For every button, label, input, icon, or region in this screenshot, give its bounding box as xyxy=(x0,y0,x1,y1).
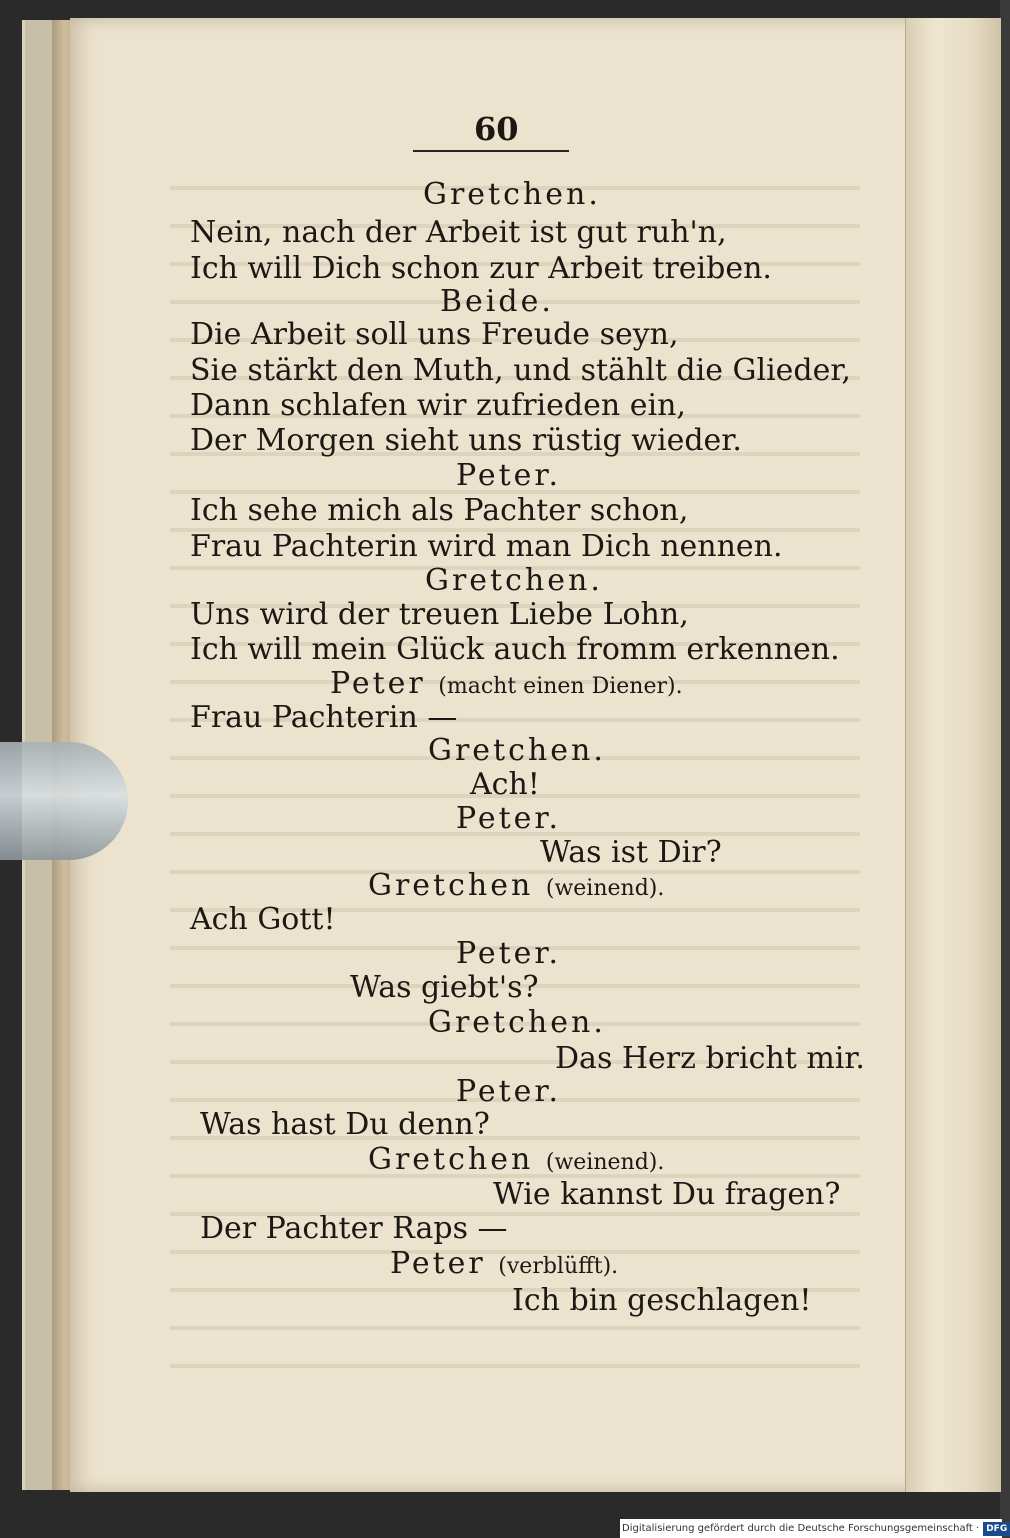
verse-line: Ich bin geschlagen! xyxy=(512,1283,812,1318)
verse-line: Was ist Dir? xyxy=(540,835,722,870)
verse-line: Wie kannst Du fragen? xyxy=(493,1177,841,1212)
verse-line: Der Morgen sieht uns rüstig wieder. xyxy=(190,423,742,458)
speaker-with-direction xyxy=(368,869,664,906)
verse-line: Ich sehe mich als Pachter schon, xyxy=(190,493,689,528)
verse-line: Nein, nach der Arbeit ist gut ruh'n, xyxy=(190,215,727,250)
verse-line: Uns wird der treuen Liebe Lohn, xyxy=(190,597,689,632)
verse-line: Ich will Dich schon zur Arbeit treiben. xyxy=(190,251,772,286)
speaker-name: Peter xyxy=(390,1246,486,1281)
credit-text: Digitalisierung gefördert durch die Deutsche Forschungsgemeinschaft · xyxy=(622,1523,980,1534)
speaker-name: Gretchen xyxy=(368,1142,534,1177)
verse-line: Dann schlafen wir zufrieden ein, xyxy=(190,388,686,423)
verse-line: Ich will mein Glück auch fromm erkennen. xyxy=(190,632,840,667)
speaker-with-direction xyxy=(330,667,683,704)
stage-direction: (verblüfft). xyxy=(498,1254,619,1279)
speaker-with-direction xyxy=(368,1143,664,1180)
verse-line: Frau Pachterin wird man Dich nennen. xyxy=(190,529,783,564)
verse-line: Sie stärkt den Muth, und stählt die Glieder, xyxy=(190,353,851,388)
verse-line: Ach! xyxy=(470,767,540,802)
stage-direction: (weinend). xyxy=(545,1150,665,1175)
speaker-name: Peter. xyxy=(456,458,561,493)
verse-line: Was giebt's? xyxy=(350,970,539,1005)
stage-direction: (weinend). xyxy=(545,876,665,901)
speaker-name: Gretchen. xyxy=(423,177,601,212)
verse-line: Der Pachter Raps — xyxy=(200,1211,508,1246)
speaker-name: Peter xyxy=(330,666,426,701)
speaker-name: Peter. xyxy=(456,1074,561,1109)
speaker-name: Peter. xyxy=(456,801,561,836)
speaker-name: Peter. xyxy=(456,936,561,971)
page-number-rule xyxy=(413,150,569,152)
stage-direction: (macht einen Diener). xyxy=(438,674,683,699)
verse-line: Die Arbeit soll uns Freude seyn, xyxy=(190,317,679,352)
page-number: 60 xyxy=(474,110,519,148)
speaker-with-direction xyxy=(390,1247,618,1284)
speaker-name: Gretchen xyxy=(368,868,534,903)
verse-line: Frau Pachterin — xyxy=(190,700,458,735)
verse-line: Was hast Du denn? xyxy=(200,1107,490,1142)
verse-line: Das Herz bricht mir. xyxy=(555,1041,865,1076)
dfg-logo: DFG xyxy=(983,1522,1010,1536)
speaker-name: Gretchen. xyxy=(428,1005,606,1040)
verse-line: Ach Gott! xyxy=(190,902,336,937)
speaker-name: Gretchen. xyxy=(425,563,603,598)
speaker-name: Gretchen. xyxy=(428,733,606,768)
speaker-name: Beide. xyxy=(440,284,554,319)
digitization-credit xyxy=(620,1519,1008,1538)
